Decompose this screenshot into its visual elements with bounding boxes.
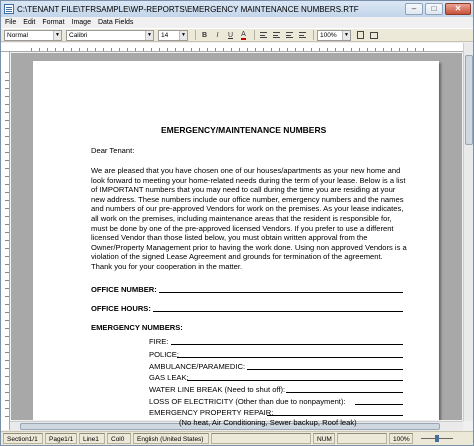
vertical-scrollbar[interactable] bbox=[463, 43, 473, 421]
document-icon bbox=[4, 4, 14, 14]
menu-edit[interactable]: Edit bbox=[23, 18, 36, 26]
status-zoom: 100% bbox=[389, 433, 413, 444]
font-size-value: 14 bbox=[161, 31, 169, 39]
title-bar[interactable] bbox=[1, 1, 473, 17]
italic-button[interactable] bbox=[212, 30, 223, 41]
body-line: licensed Vendor than those listed below, you must obtain written approval from the bbox=[91, 233, 368, 243]
body-line: violation of the signed Lease Agreement and grounds for termination of the agreement. bbox=[91, 252, 383, 262]
chevron-down-icon: ▼ bbox=[145, 31, 153, 40]
style-select[interactable] bbox=[4, 30, 62, 41]
emergency-item-ambulance: AMBULANCE/PARAMEDIC: bbox=[149, 362, 246, 371]
zoom-select[interactable] bbox=[317, 30, 351, 41]
status-col: Col0 bbox=[107, 433, 131, 444]
justify-button[interactable] bbox=[297, 30, 308, 41]
justify-icon bbox=[299, 32, 306, 38]
toolbar-divider bbox=[195, 30, 196, 40]
vertical-ruler[interactable] bbox=[1, 52, 10, 430]
zoom-slider[interactable] bbox=[417, 433, 457, 444]
align-right-icon bbox=[286, 32, 293, 38]
emergency-item-property-repair: EMERGENCY PROPERTY REPAIR: bbox=[149, 408, 274, 417]
body-line: of IMPORTANT numbers that you may need to call during the time you are residing at your bbox=[91, 185, 396, 195]
align-center-icon bbox=[273, 32, 280, 38]
document-title: EMERGENCY/MAINTENANCE NUMBERS bbox=[161, 125, 327, 135]
font-select[interactable] bbox=[66, 30, 154, 41]
status-page: Page1/1 bbox=[45, 433, 77, 444]
style-value: Normal bbox=[7, 31, 28, 39]
status-empty bbox=[211, 433, 311, 444]
office-number-line bbox=[159, 285, 403, 293]
font-color-icon: A bbox=[241, 30, 246, 38]
page-icon bbox=[357, 31, 364, 39]
close-button[interactable]: ✕ bbox=[445, 3, 471, 15]
pages-icon bbox=[370, 32, 378, 39]
office-number-label: OFFICE NUMBER: bbox=[91, 285, 157, 294]
status-section: Section1/1 bbox=[3, 433, 43, 444]
format-toolbar bbox=[1, 28, 473, 42]
emergency-item-police: POLICE: bbox=[149, 350, 179, 359]
menu-data-fields[interactable]: Data Fields bbox=[97, 18, 134, 26]
emergency-note: (No heat, Air Conditioning, Sewer backup, Roof leak) bbox=[179, 418, 357, 427]
maximize-button[interactable]: □ bbox=[425, 3, 443, 15]
body-line: all work on the premises, including maintenance areas that the resident is responsible for, bbox=[91, 213, 392, 223]
body-line: Thank you for your cooperation in the matter. bbox=[91, 261, 243, 271]
horizontal-ruler[interactable] bbox=[1, 43, 463, 52]
office-hours-label: OFFICE HOURS: bbox=[91, 304, 151, 313]
window-title: C:\TENANT FILE\TFRSAMPLE\WP-REPORTS\EMERGENCY MAINTENANCE NUMBERS.RTF bbox=[17, 4, 359, 14]
body-line: Owner/Property Management prior to having the work done. Using non approved Vendors is a bbox=[91, 242, 407, 252]
menu-image[interactable]: Image bbox=[71, 18, 91, 26]
emergency-label: EMERGENCY NUMBERS: bbox=[91, 323, 183, 332]
status-num: NUM bbox=[313, 433, 335, 444]
emergency-item-gas-leak: GAS LEAK: bbox=[149, 373, 189, 382]
menu-format[interactable]: Format bbox=[42, 18, 65, 26]
menu-file[interactable]: File bbox=[5, 18, 17, 26]
font-value: Calibri bbox=[69, 31, 88, 39]
emergency-item-electricity: LOSS OF ELECTRICITY (Other than due to nonpayment): bbox=[149, 397, 346, 406]
toolbar-divider bbox=[313, 30, 314, 40]
body-line: new address. These numbers include our office number, emergency numbers and the names bbox=[91, 194, 404, 204]
water-line-line bbox=[286, 385, 403, 393]
underline-button[interactable] bbox=[225, 30, 236, 41]
police-line bbox=[177, 350, 403, 358]
chevron-down-icon: ▼ bbox=[342, 31, 350, 40]
bold-button[interactable] bbox=[199, 30, 210, 41]
font-size-select[interactable] bbox=[158, 30, 188, 41]
toolbar-divider bbox=[254, 30, 255, 40]
font-color-button[interactable] bbox=[238, 30, 249, 41]
body-line: We are pleased that you have chosen one of our houses/apartments as your new home and bbox=[91, 166, 401, 175]
status-line: Line1 bbox=[79, 433, 105, 444]
status-blank bbox=[337, 433, 387, 444]
chevron-down-icon: ▼ bbox=[53, 31, 61, 40]
status-bar bbox=[1, 431, 473, 445]
menu-bar bbox=[1, 17, 473, 27]
underline-icon: U bbox=[227, 31, 234, 39]
ruler-ticks bbox=[31, 44, 431, 51]
body-paragraph bbox=[91, 166, 411, 272]
minimize-button[interactable]: – bbox=[405, 3, 423, 15]
zoom-knob[interactable] bbox=[435, 435, 439, 442]
emergency-item-water-line: WATER LINE BREAK (Need to shut off): bbox=[149, 385, 286, 394]
ambulance-line bbox=[247, 362, 403, 370]
electricity-line bbox=[355, 397, 403, 405]
salutation: Dear Tenant: bbox=[91, 146, 135, 155]
align-left-button[interactable] bbox=[258, 30, 269, 41]
body-line: look forward to meeting your home-related needs during the term of your lease. Below is a list bbox=[91, 175, 406, 185]
italic-icon: I bbox=[216, 31, 219, 39]
align-center-button[interactable] bbox=[271, 30, 282, 41]
zoom-value: 100% bbox=[320, 31, 337, 39]
align-right-button[interactable] bbox=[284, 30, 295, 41]
office-hours-line bbox=[153, 304, 403, 312]
scroll-thumb[interactable] bbox=[465, 55, 473, 145]
emergency-item-fire: FIRE: bbox=[149, 337, 169, 346]
bold-icon: B bbox=[201, 31, 208, 39]
ruler-ticks bbox=[5, 72, 9, 422]
property-repair-line bbox=[267, 408, 403, 416]
body-line: must be done by one of the pre-approved licensed Vendors. If you prefer to use a different bbox=[91, 223, 394, 233]
chevron-down-icon: ▼ bbox=[179, 31, 187, 40]
fire-line bbox=[171, 337, 403, 345]
fit-page-button[interactable] bbox=[355, 30, 366, 41]
body-line: and numbers of our pre-approved Vendors for work on the premises. As your lease indicates, bbox=[91, 204, 404, 214]
align-left-icon bbox=[260, 32, 267, 38]
gas-leak-line bbox=[187, 373, 403, 381]
status-language: English (United States) bbox=[133, 433, 209, 444]
two-page-button[interactable] bbox=[368, 30, 379, 41]
